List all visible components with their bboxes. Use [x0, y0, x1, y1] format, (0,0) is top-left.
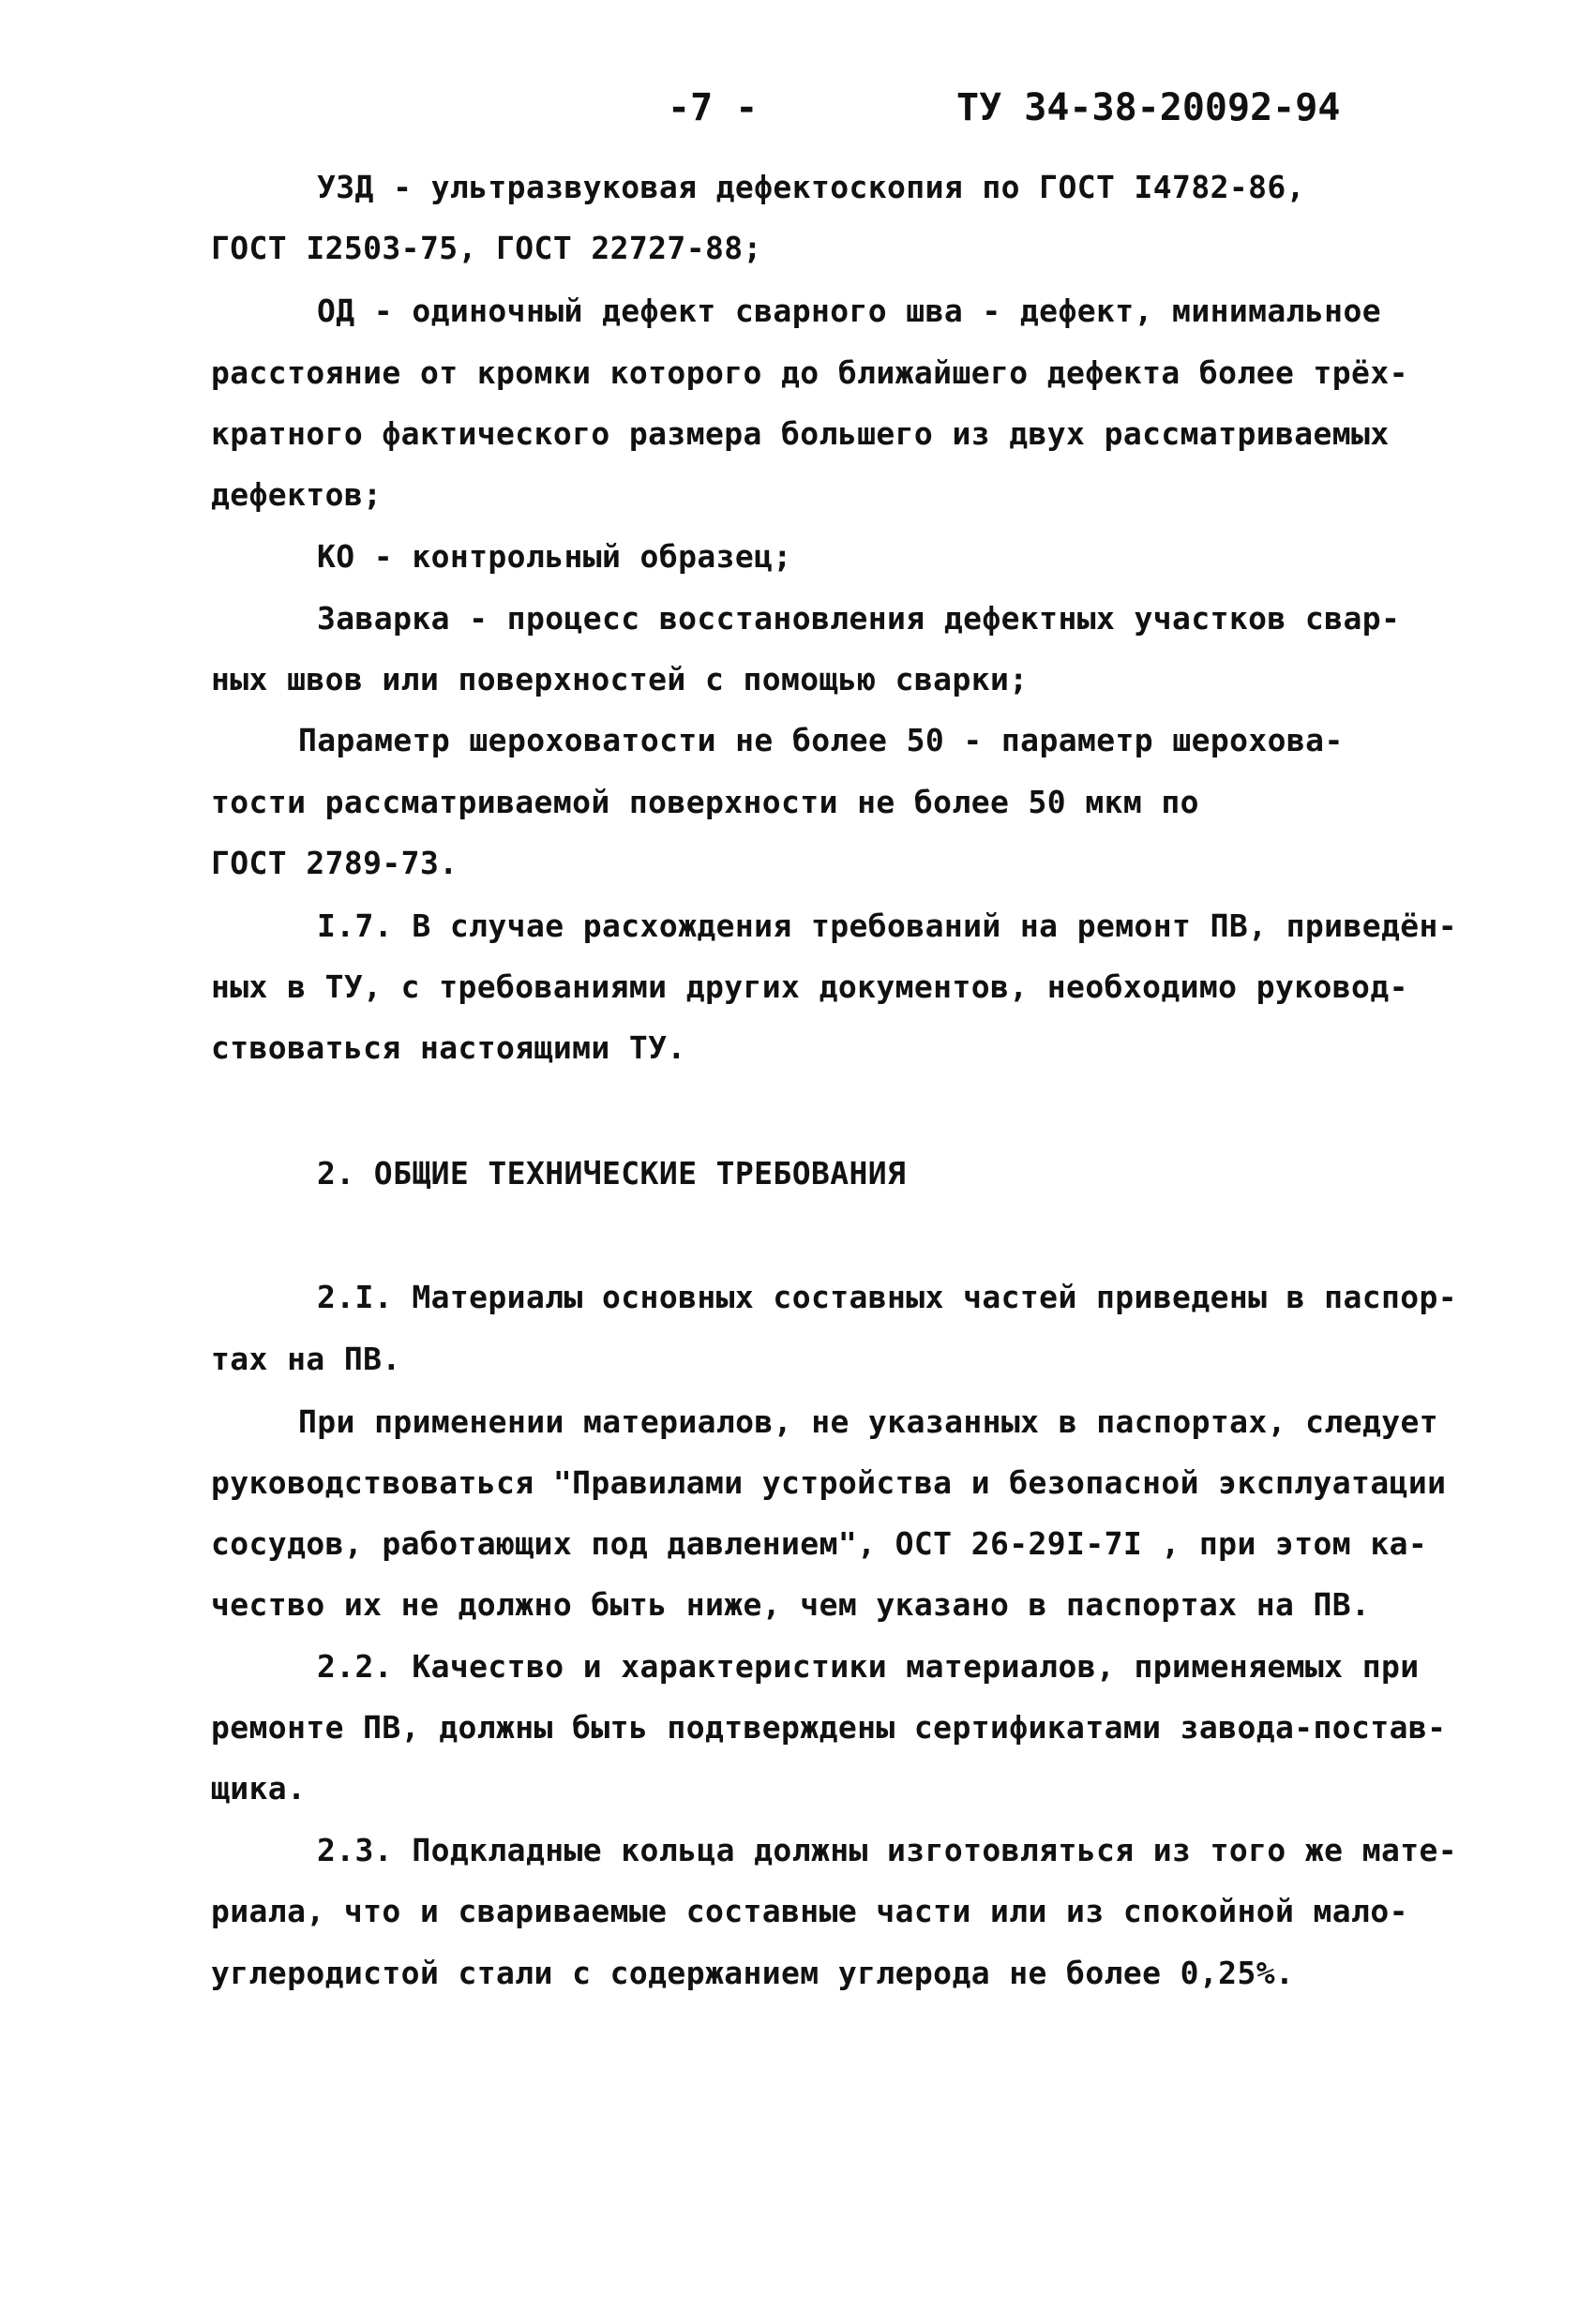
materials-paragraph-line-4: чество их не должно быть ниже, чем указано в паспортах на ПВ.: [211, 1586, 1371, 1623]
definition-uzd-line-2: ГОСТ I2503-75, ГОСТ 22727-88;: [211, 230, 762, 266]
definition-od-line-2: расстояние от кромки которого до ближайшего дефекта более трёх-: [211, 354, 1408, 391]
definition-ko-line: КО - контрольный образец;: [317, 538, 792, 575]
clause-2-3-line-3: углеродистой стали с содержанием углерода не более 0,25%.: [211, 1955, 1295, 1991]
clause-2-2-line-3: щика.: [211, 1770, 307, 1807]
page-number: -7 -: [668, 86, 759, 129]
clause-1-7-line-1: I.7. В случае расхождения требований на ремонт ПВ, приведён-: [317, 907, 1458, 944]
definition-od-line-3: кратного фактического размера большего из двух рассматриваемых: [211, 415, 1390, 452]
definition-roughness-line-2: тости рассматриваемой поверхности не более 50 мкм по: [211, 784, 1199, 820]
clause-2-3-line-2: риала, что и свариваемые составные части или из спокойной мало-: [211, 1893, 1408, 1929]
clause-2-2-line-2: ремонте ПВ, должны быть подтверждены сертификатами завода-постав-: [211, 1709, 1447, 1746]
definition-od-line-4: дефектов;: [211, 476, 383, 513]
materials-paragraph-line-3: сосудов, работающих под давлением", ОСТ 26-29I-7I , при этом ка-: [211, 1525, 1428, 1562]
clause-1-7-line-3: ствоваться настоящими ТУ.: [211, 1029, 686, 1066]
clause-1-7-line-2: ных в ТУ, с требованиями других документов, необходимо руковод-: [211, 968, 1408, 1005]
definition-zavarka-line-1: Заварка - процесс восстановления дефектных участков свар-: [317, 600, 1401, 637]
definition-uzd-line-1: УЗД - ультразвуковая дефектоскопия по ГОСТ I4782-86,: [317, 169, 1305, 205]
materials-paragraph-line-2: руководствоваться "Правилами устройства и безопасной эксплуатации: [211, 1464, 1447, 1501]
definition-od-line-1: ОД - одиночный дефект сварного шва - дефект, минимальное: [317, 292, 1381, 329]
section-heading: 2. ОБЩИЕ ТЕХНИЧЕСКИЕ ТРЕБОВАНИЯ: [317, 1155, 907, 1192]
definition-roughness-line-3: ГОСТ 2789-73.: [211, 845, 459, 881]
document-code: ТУ 34-38-20092-94: [956, 86, 1341, 129]
clause-2-3-line-1: 2.3. Подкладные кольца должны изготовляться из того же мате-: [317, 1832, 1458, 1868]
definition-roughness-line-1: Параметр шероховатости не более 50 - параметр шерохова-: [298, 722, 1344, 758]
clause-2-1-line-1: 2.I. Материалы основных составных частей приведены в паспор-: [317, 1279, 1458, 1315]
materials-paragraph-line-1: При применении материалов, не указанных в паспортах, следует: [298, 1403, 1439, 1440]
page-header: [0, 86, 1594, 142]
definition-zavarka-line-2: ных швов или поверхностей с помощью сварки;: [211, 661, 1029, 697]
clause-2-1-line-2: тах на ПВ.: [211, 1341, 401, 1377]
clause-2-2-line-1: 2.2. Качество и характеристики материалов, применяемых при: [317, 1648, 1420, 1685]
